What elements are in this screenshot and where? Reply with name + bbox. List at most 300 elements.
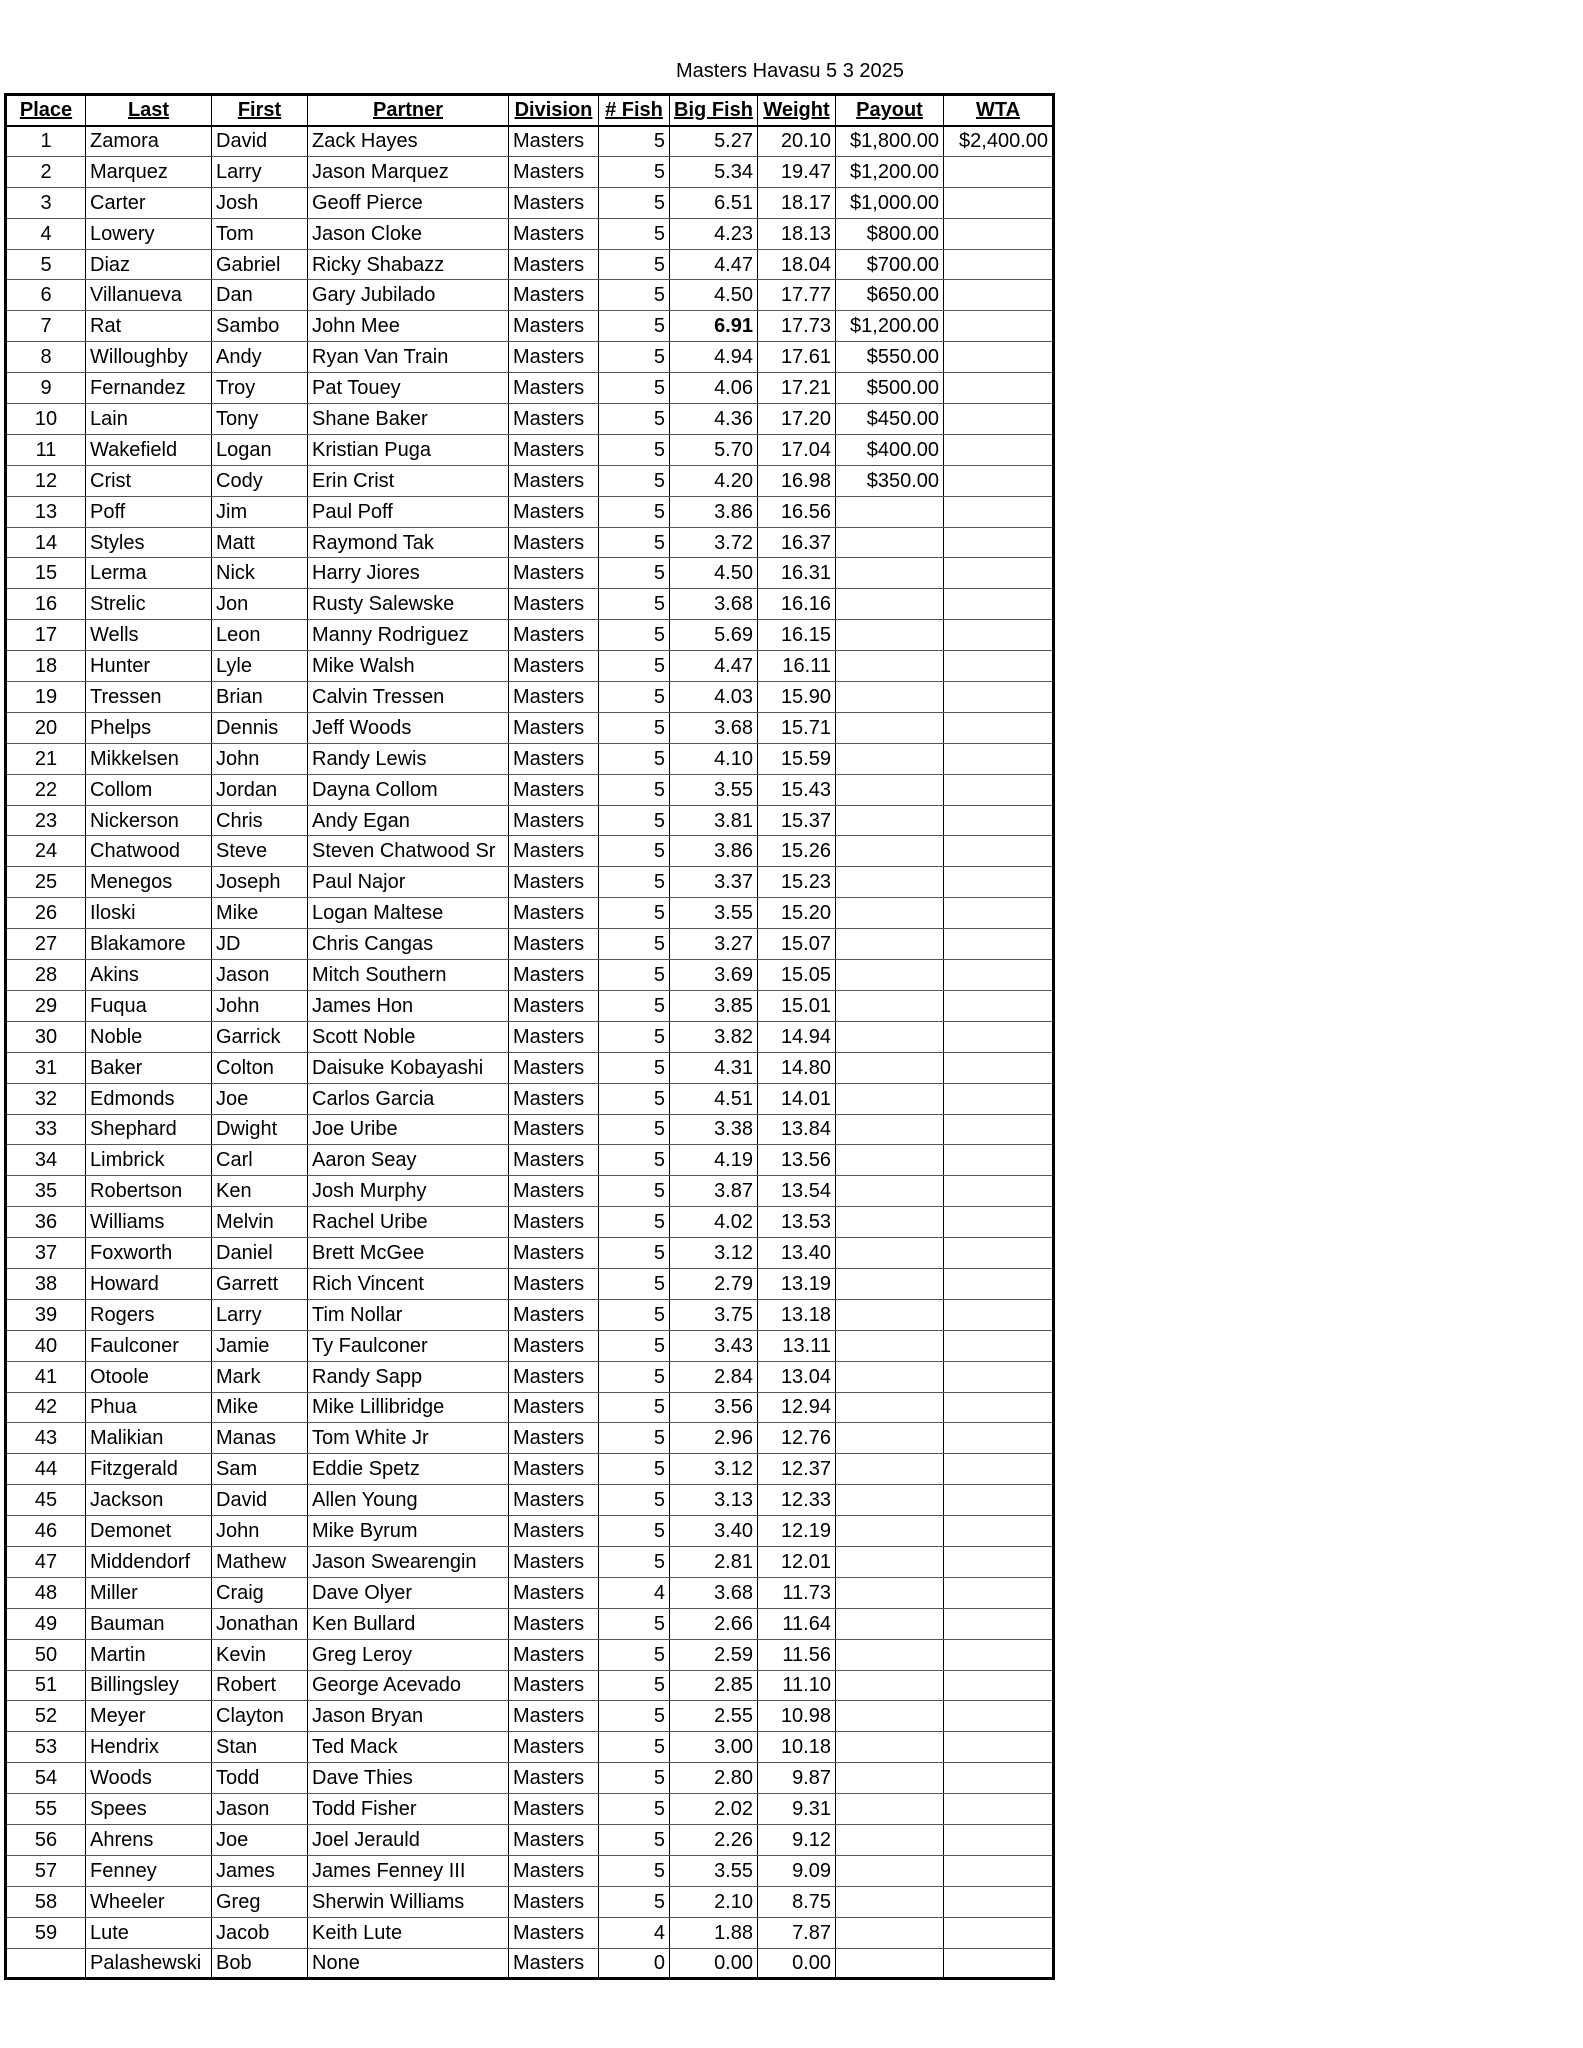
cell-division: Masters — [509, 1794, 599, 1825]
cell-partner: Mike Walsh — [308, 651, 509, 682]
cell-fish-count: 5 — [599, 1299, 670, 1330]
table-row — [6, 1176, 1054, 1207]
cell-last: Mikkelsen — [86, 743, 212, 774]
table-row — [6, 1886, 1054, 1917]
cell-division: Masters — [509, 1577, 599, 1608]
cell-partner: Andy Egan — [308, 805, 509, 836]
cell-first: Jacob — [212, 1917, 308, 1948]
cell-fish-count: 5 — [599, 682, 670, 713]
cell-partner: Zack Hayes — [308, 126, 509, 157]
cell-payout: $1,200.00 — [836, 156, 944, 187]
cell-last: Hunter — [86, 651, 212, 682]
cell-payout: $1,200.00 — [836, 311, 944, 342]
cell-wta — [944, 805, 1054, 836]
cell-weight: 15.26 — [758, 836, 836, 867]
cell-division: Masters — [509, 1330, 599, 1361]
table-row — [6, 434, 1054, 465]
table-row — [6, 1114, 1054, 1145]
cell-place: 15 — [6, 558, 86, 589]
cell-wta — [944, 496, 1054, 527]
cell-first: John — [212, 743, 308, 774]
cell-payout: $650.00 — [836, 280, 944, 311]
cell-big-fish: 3.38 — [670, 1114, 758, 1145]
cell-fish-count: 5 — [599, 1670, 670, 1701]
cell-division: Masters — [509, 743, 599, 774]
cell-big-fish: 4.02 — [670, 1207, 758, 1238]
cell-wta — [944, 1763, 1054, 1794]
cell-place: 31 — [6, 1052, 86, 1083]
cell-division: Masters — [509, 1423, 599, 1454]
cell-fish-count: 5 — [599, 1855, 670, 1886]
cell-big-fish: 5.27 — [670, 126, 758, 157]
cell-first: Jamie — [212, 1330, 308, 1361]
cell-fish-count: 5 — [599, 1052, 670, 1083]
cell-last: Edmonds — [86, 1083, 212, 1114]
cell-division: Masters — [509, 249, 599, 280]
table-row — [6, 1639, 1054, 1670]
cell-big-fish: 2.55 — [670, 1701, 758, 1732]
cell-partner: Allen Young — [308, 1485, 509, 1516]
cell-place: 19 — [6, 682, 86, 713]
cell-last: Lerma — [86, 558, 212, 589]
cell-fish-count: 5 — [599, 1886, 670, 1917]
table-row — [6, 496, 1054, 527]
cell-place: 17 — [6, 620, 86, 651]
cell-first: James — [212, 1855, 308, 1886]
cell-fish-count: 5 — [599, 1021, 670, 1052]
cell-last: Palashewski — [86, 1948, 212, 1979]
table-row — [6, 1516, 1054, 1547]
cell-division: Masters — [509, 682, 599, 713]
cell-last: Fenney — [86, 1855, 212, 1886]
cell-first: Jason — [212, 960, 308, 991]
cell-partner: Shane Baker — [308, 404, 509, 435]
cell-payout: $700.00 — [836, 249, 944, 280]
cell-big-fish: 2.02 — [670, 1794, 758, 1825]
cell-last: Iloski — [86, 898, 212, 929]
cell-payout — [836, 929, 944, 960]
cell-division: Masters — [509, 404, 599, 435]
cell-big-fish: 3.13 — [670, 1485, 758, 1516]
cell-payout — [836, 1855, 944, 1886]
cell-big-fish: 3.55 — [670, 774, 758, 805]
cell-partner: James Hon — [308, 990, 509, 1021]
table-row — [6, 867, 1054, 898]
cell-payout — [836, 867, 944, 898]
cell-weight: 15.90 — [758, 682, 836, 713]
cell-division: Masters — [509, 1238, 599, 1269]
cell-fish-count: 5 — [599, 1392, 670, 1423]
cell-wta — [944, 836, 1054, 867]
cell-weight: 16.15 — [758, 620, 836, 651]
cell-first: Steve — [212, 836, 308, 867]
cell-partner: Rusty Salewske — [308, 589, 509, 620]
cell-partner: Mike Byrum — [308, 1516, 509, 1547]
cell-place: 12 — [6, 465, 86, 496]
cell-division: Masters — [509, 1361, 599, 1392]
cell-last: Shephard — [86, 1114, 212, 1145]
results-table — [4, 93, 1055, 1980]
cell-big-fish: 3.56 — [670, 1392, 758, 1423]
cell-last: Blakamore — [86, 929, 212, 960]
cell-last: Tressen — [86, 682, 212, 713]
cell-big-fish: 3.87 — [670, 1176, 758, 1207]
cell-payout — [836, 1485, 944, 1516]
cell-wta — [944, 1299, 1054, 1330]
cell-last: Strelic — [86, 589, 212, 620]
cell-place: 52 — [6, 1701, 86, 1732]
cell-partner: Mitch Southern — [308, 960, 509, 991]
cell-place: 3 — [6, 187, 86, 218]
cell-first: Jonathan — [212, 1608, 308, 1639]
table-row — [6, 1701, 1054, 1732]
cell-first: Jon — [212, 589, 308, 620]
cell-weight: 11.56 — [758, 1639, 836, 1670]
cell-place: 13 — [6, 496, 86, 527]
cell-fish-count: 5 — [599, 1454, 670, 1485]
cell-wta — [944, 1392, 1054, 1423]
cell-place: 55 — [6, 1794, 86, 1825]
cell-first: Greg — [212, 1886, 308, 1917]
cell-division: Masters — [509, 1546, 599, 1577]
cell-place: 5 — [6, 249, 86, 280]
cell-division: Masters — [509, 1083, 599, 1114]
cell-last: Middendorf — [86, 1546, 212, 1577]
cell-place: 49 — [6, 1608, 86, 1639]
cell-partner: Ricky Shabazz — [308, 249, 509, 280]
cell-division: Masters — [509, 1855, 599, 1886]
cell-wta — [944, 1670, 1054, 1701]
cell-place: 41 — [6, 1361, 86, 1392]
cell-weight: 14.94 — [758, 1021, 836, 1052]
cell-wta — [944, 1485, 1054, 1516]
cell-payout — [836, 1145, 944, 1176]
cell-partner: Sherwin Williams — [308, 1886, 509, 1917]
cell-wta — [944, 1855, 1054, 1886]
cell-division: Masters — [509, 1207, 599, 1238]
cell-fish-count: 5 — [599, 1608, 670, 1639]
cell-partner: Jeff Woods — [308, 712, 509, 743]
cell-wta — [944, 1330, 1054, 1361]
cell-last: Zamora — [86, 126, 212, 157]
cell-big-fish: 3.85 — [670, 990, 758, 1021]
cell-wta: $2,400.00 — [944, 126, 1054, 157]
cell-wta — [944, 218, 1054, 249]
cell-last: Meyer — [86, 1701, 212, 1732]
cell-place: 34 — [6, 1145, 86, 1176]
cell-weight: 15.59 — [758, 743, 836, 774]
cell-payout — [836, 743, 944, 774]
cell-last: Nickerson — [86, 805, 212, 836]
cell-big-fish: 3.81 — [670, 805, 758, 836]
cell-big-fish: 3.37 — [670, 867, 758, 898]
cell-first: Daniel — [212, 1238, 308, 1269]
cell-payout — [836, 1330, 944, 1361]
cell-last: Billingsley — [86, 1670, 212, 1701]
cell-last: Fuqua — [86, 990, 212, 1021]
cell-partner: Ty Faulconer — [308, 1330, 509, 1361]
cell-last: Foxworth — [86, 1238, 212, 1269]
cell-payout — [836, 1546, 944, 1577]
cell-wta — [944, 1794, 1054, 1825]
cell-fish-count: 5 — [599, 1145, 670, 1176]
cell-division: Masters — [509, 218, 599, 249]
cell-partner: Dave Thies — [308, 1763, 509, 1794]
cell-payout — [836, 1268, 944, 1299]
cell-payout — [836, 558, 944, 589]
header-wta: WTA — [944, 95, 1054, 126]
cell-division: Masters — [509, 496, 599, 527]
table-row — [6, 1083, 1054, 1114]
table-row — [6, 1485, 1054, 1516]
cell-partner: Paul Najor — [308, 867, 509, 898]
cell-place: 32 — [6, 1083, 86, 1114]
cell-fish-count: 5 — [599, 1114, 670, 1145]
cell-fish-count: 5 — [599, 743, 670, 774]
cell-wta — [944, 1701, 1054, 1732]
cell-first: Mark — [212, 1361, 308, 1392]
cell-first: Joe — [212, 1824, 308, 1855]
cell-last: Bauman — [86, 1608, 212, 1639]
cell-payout — [836, 651, 944, 682]
cell-last: Miller — [86, 1577, 212, 1608]
cell-last: Collom — [86, 774, 212, 805]
cell-first: Sambo — [212, 311, 308, 342]
cell-division: Masters — [509, 558, 599, 589]
cell-partner: Greg Leroy — [308, 1639, 509, 1670]
cell-weight: 13.40 — [758, 1238, 836, 1269]
table-row — [6, 1794, 1054, 1825]
cell-big-fish: 2.66 — [670, 1608, 758, 1639]
cell-first: Craig — [212, 1577, 308, 1608]
cell-last: Hendrix — [86, 1732, 212, 1763]
cell-payout — [836, 1763, 944, 1794]
cell-fish-count: 5 — [599, 589, 670, 620]
cell-big-fish: 2.84 — [670, 1361, 758, 1392]
cell-first: Todd — [212, 1763, 308, 1794]
cell-fish-count: 4 — [599, 1577, 670, 1608]
cell-weight: 0.00 — [758, 1948, 836, 1979]
cell-first: Matt — [212, 527, 308, 558]
cell-partner: Raymond Tak — [308, 527, 509, 558]
cell-weight: 15.01 — [758, 990, 836, 1021]
cell-partner: Scott Noble — [308, 1021, 509, 1052]
cell-fish-count: 5 — [599, 187, 670, 218]
cell-fish-count: 4 — [599, 1917, 670, 1948]
table-row — [6, 743, 1054, 774]
cell-wta — [944, 1732, 1054, 1763]
cell-big-fish: 4.31 — [670, 1052, 758, 1083]
cell-place: 59 — [6, 1917, 86, 1948]
cell-partner: Gary Jubilado — [308, 280, 509, 311]
cell-weight: 13.84 — [758, 1114, 836, 1145]
cell-partner: Carlos Garcia — [308, 1083, 509, 1114]
cell-weight: 13.54 — [758, 1176, 836, 1207]
cell-payout — [836, 1516, 944, 1547]
table-row — [6, 712, 1054, 743]
cell-first: Troy — [212, 373, 308, 404]
cell-first: Manas — [212, 1423, 308, 1454]
cell-last: Phua — [86, 1392, 212, 1423]
cell-weight: 15.05 — [758, 960, 836, 991]
cell-payout — [836, 805, 944, 836]
page-title: Masters Havasu 5 3 2025 — [676, 60, 904, 82]
cell-place: 26 — [6, 898, 86, 929]
cell-big-fish: 3.68 — [670, 589, 758, 620]
cell-fish-count: 5 — [599, 126, 670, 157]
cell-division: Masters — [509, 280, 599, 311]
cell-wta — [944, 1608, 1054, 1639]
cell-wta — [944, 651, 1054, 682]
cell-division: Masters — [509, 1392, 599, 1423]
cell-division: Masters — [509, 836, 599, 867]
cell-big-fish: 4.47 — [670, 249, 758, 280]
cell-first: Clayton — [212, 1701, 308, 1732]
cell-first: Leon — [212, 620, 308, 651]
cell-big-fish: 4.50 — [670, 558, 758, 589]
cell-first: John — [212, 1516, 308, 1547]
cell-payout — [836, 1917, 944, 1948]
cell-fish-count: 0 — [599, 1948, 670, 1979]
cell-partner: Rachel Uribe — [308, 1207, 509, 1238]
cell-last: Styles — [86, 527, 212, 558]
header-payout: Payout — [836, 95, 944, 126]
cell-division: Masters — [509, 1608, 599, 1639]
cell-fish-count: 5 — [599, 249, 670, 280]
cell-partner: Keith Lute — [308, 1917, 509, 1948]
cell-big-fish: 6.91 — [670, 311, 758, 342]
cell-fish-count: 5 — [599, 1238, 670, 1269]
cell-wta — [944, 311, 1054, 342]
cell-division: Masters — [509, 156, 599, 187]
cell-partner: Eddie Spetz — [308, 1454, 509, 1485]
cell-last: Limbrick — [86, 1145, 212, 1176]
cell-division: Masters — [509, 1670, 599, 1701]
cell-division: Masters — [509, 527, 599, 558]
cell-fish-count: 5 — [599, 960, 670, 991]
cell-first: Mike — [212, 898, 308, 929]
cell-fish-count: 5 — [599, 805, 670, 836]
cell-partner: John Mee — [308, 311, 509, 342]
cell-big-fish: 2.96 — [670, 1423, 758, 1454]
cell-big-fish: 3.43 — [670, 1330, 758, 1361]
cell-weight: 11.64 — [758, 1608, 836, 1639]
cell-payout: $400.00 — [836, 434, 944, 465]
cell-place: 8 — [6, 342, 86, 373]
cell-weight: 13.04 — [758, 1361, 836, 1392]
cell-big-fish: 3.68 — [670, 1577, 758, 1608]
cell-fish-count: 5 — [599, 1423, 670, 1454]
cell-place: 28 — [6, 960, 86, 991]
cell-last: Wheeler — [86, 1886, 212, 1917]
cell-fish-count: 5 — [599, 1732, 670, 1763]
cell-first: Jim — [212, 496, 308, 527]
cell-partner: Tim Nollar — [308, 1299, 509, 1330]
cell-wta — [944, 280, 1054, 311]
cell-weight: 18.04 — [758, 249, 836, 280]
cell-big-fish: 3.12 — [670, 1454, 758, 1485]
cell-division: Masters — [509, 805, 599, 836]
cell-weight: 14.80 — [758, 1052, 836, 1083]
cell-place: 16 — [6, 589, 86, 620]
cell-fish-count: 5 — [599, 1361, 670, 1392]
cell-big-fish: 4.51 — [670, 1083, 758, 1114]
cell-weight: 18.13 — [758, 218, 836, 249]
cell-first: Jordan — [212, 774, 308, 805]
cell-fish-count: 5 — [599, 990, 670, 1021]
table-row — [6, 1423, 1054, 1454]
cell-big-fish: 3.72 — [670, 527, 758, 558]
cell-partner: Tom White Jr — [308, 1423, 509, 1454]
cell-big-fish: 2.26 — [670, 1824, 758, 1855]
cell-payout — [836, 1176, 944, 1207]
cell-big-fish: 4.19 — [670, 1145, 758, 1176]
cell-first: Robert — [212, 1670, 308, 1701]
cell-place: 27 — [6, 929, 86, 960]
cell-partner: James Fenney III — [308, 1855, 509, 1886]
cell-wta — [944, 682, 1054, 713]
table-row — [6, 1361, 1054, 1392]
cell-place: 2 — [6, 156, 86, 187]
cell-partner: Joe Uribe — [308, 1114, 509, 1145]
cell-payout — [836, 898, 944, 929]
cell-fish-count: 5 — [599, 1701, 670, 1732]
cell-last: Wells — [86, 620, 212, 651]
cell-fish-count: 5 — [599, 867, 670, 898]
cell-division: Masters — [509, 1763, 599, 1794]
cell-big-fish: 2.59 — [670, 1639, 758, 1670]
cell-division: Masters — [509, 712, 599, 743]
cell-fish-count: 5 — [599, 929, 670, 960]
cell-weight: 16.98 — [758, 465, 836, 496]
cell-last: Lowery — [86, 218, 212, 249]
cell-fish-count: 5 — [599, 774, 670, 805]
cell-weight: 10.98 — [758, 1701, 836, 1732]
cell-big-fish: 3.40 — [670, 1516, 758, 1547]
cell-last: Demonet — [86, 1516, 212, 1547]
cell-fish-count: 5 — [599, 1485, 670, 1516]
cell-wta — [944, 1917, 1054, 1948]
cell-weight: 16.11 — [758, 651, 836, 682]
cell-partner: Brett McGee — [308, 1238, 509, 1269]
cell-place: 10 — [6, 404, 86, 435]
cell-weight: 15.20 — [758, 898, 836, 929]
cell-first: Garrett — [212, 1268, 308, 1299]
cell-weight: 12.37 — [758, 1454, 836, 1485]
cell-last: Lain — [86, 404, 212, 435]
cell-big-fish: 4.06 — [670, 373, 758, 404]
cell-partner: Mike Lillibridge — [308, 1392, 509, 1423]
cell-payout — [836, 1639, 944, 1670]
cell-big-fish: 4.36 — [670, 404, 758, 435]
table-row — [6, 1021, 1054, 1052]
cell-wta — [944, 1824, 1054, 1855]
table-row — [6, 1824, 1054, 1855]
cell-payout — [836, 1299, 944, 1330]
cell-place: 20 — [6, 712, 86, 743]
cell-last: Chatwood — [86, 836, 212, 867]
cell-last: Crist — [86, 465, 212, 496]
cell-wta — [944, 1577, 1054, 1608]
cell-division: Masters — [509, 589, 599, 620]
cell-partner: Jason Bryan — [308, 1701, 509, 1732]
cell-first: Larry — [212, 156, 308, 187]
table-row — [6, 1577, 1054, 1608]
cell-partner: Jason Marquez — [308, 156, 509, 187]
cell-payout — [836, 1423, 944, 1454]
cell-weight: 7.87 — [758, 1917, 836, 1948]
table-row — [6, 249, 1054, 280]
